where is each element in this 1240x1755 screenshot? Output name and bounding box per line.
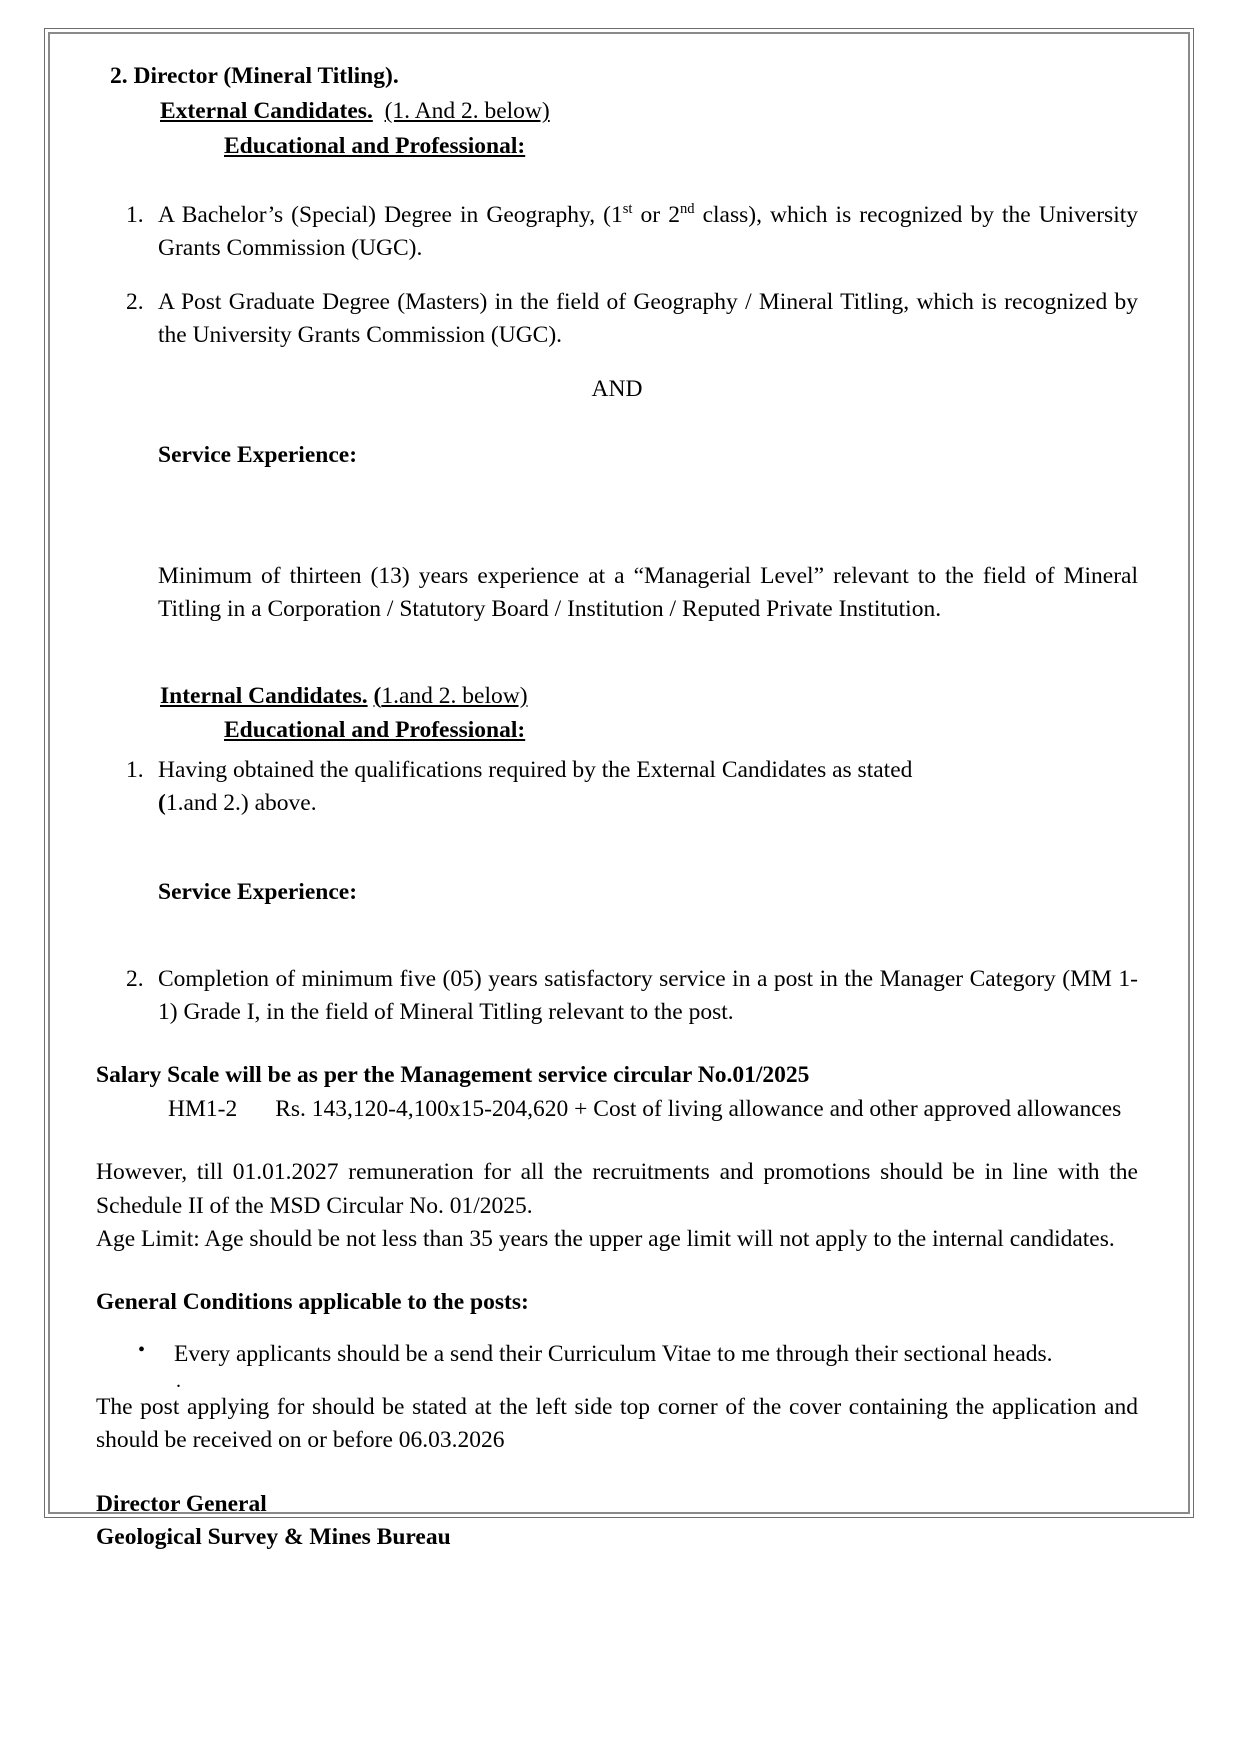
list-item-text-after: class), which is recognized by the University Grants Commission (UGC). <box>158 202 1139 262</box>
stray-period: . <box>176 1369 181 1392</box>
internal-note-open-paren: ( <box>373 682 382 709</box>
signature-block <box>96 1488 1138 1555</box>
internal-candidates-heading <box>160 680 1138 713</box>
list-item-text-before: A Bachelor’s (Special) Degree in Geography, (1 <box>158 202 623 229</box>
internal-education-heading: Educational and Professional: <box>224 717 526 744</box>
spacer <box>96 406 1138 416</box>
signature-organization: Geological Survey & Mines Bureau <box>96 1524 451 1551</box>
spacer <box>96 496 1138 536</box>
spacer <box>96 650 1138 680</box>
internal-item1-open-paren: ( <box>158 790 166 817</box>
spacer <box>96 1126 1138 1156</box>
salary-scale-value: Rs. 143,120-4,100x15-204,620 + Cost of living allowance and other approved allowances <box>275 1095 1122 1122</box>
ordinal-suffix-second: nd <box>679 201 695 218</box>
list-item <box>96 286 1138 353</box>
external-candidates-label: External Candidates. <box>160 98 373 125</box>
list-item-text: Every applicants should be a send their Curriculum Vitae to me through their sectional heads. <box>174 1340 1053 1367</box>
external-education-heading: Educational and Professional: <box>224 132 526 159</box>
external-service-experience-text: Minimum of thirteen (13) years experience at a “Managerial Level” relevant to the field of Mineral Titling in a Corporation / Statutory Board / Institution / Reputed Private Institution. <box>158 562 1138 623</box>
list-item <box>96 963 1138 1030</box>
internal-service-list <box>96 963 1138 1030</box>
bullet-icon: • <box>138 1338 146 1361</box>
salary-scale-heading: Salary Scale will be as per the Management service circular No.01/2025 <box>96 1062 810 1089</box>
internal-requirements-list <box>96 754 1138 821</box>
spacer <box>96 822 1138 852</box>
document-page <box>48 32 1190 1551</box>
general-conditions-list <box>96 1338 1138 1371</box>
spacer <box>96 1256 1138 1286</box>
external-candidates-heading <box>160 95 1138 128</box>
spacer <box>96 933 1138 963</box>
external-requirements-list <box>96 199 1138 352</box>
list-item-text: Having obtained the qualifications required by the External Candidates as stated <box>158 756 913 783</box>
spacer <box>96 1320 1138 1338</box>
external-education-heading-wrap <box>160 130 1138 169</box>
list-item-number: 2. <box>126 288 144 315</box>
spacer <box>96 1049 1138 1059</box>
internal-service-experience-heading: Service Experience: <box>158 878 358 905</box>
document-content <box>96 60 1138 1554</box>
list-item <box>96 1338 1138 1371</box>
signature-title: Director General <box>96 1490 267 1517</box>
internal-candidates-note: 1.and 2. below) <box>381 682 528 709</box>
list-item <box>96 754 1138 821</box>
list-item-text-mid: or 2 <box>632 202 680 229</box>
external-candidates-note: (1. And 2. below) <box>384 98 550 125</box>
general-conditions-heading: General Conditions applicable to the posts: <box>96 1289 529 1316</box>
salary-grade-code: HM1-2 <box>168 1095 238 1122</box>
and-connector: AND <box>591 375 643 402</box>
spacer <box>96 169 1138 199</box>
internal-education-heading-wrap <box>160 714 1138 753</box>
list-item <box>96 199 1138 266</box>
closing-instruction: The post applying for should be stated at the left side top corner of the cover containing the application and should be received on or before 06.03.2026 <box>96 1393 1138 1454</box>
post-heading: 2. Director (Mineral Titling). <box>110 63 399 89</box>
internal-item1-line2: 1.and 2.) above. <box>165 790 317 817</box>
age-limit-note: Age Limit: Age should be not less than 35 years the upper age limit will not apply to the internal candidates. <box>96 1225 1115 1252</box>
list-item-text: Completion of minimum five (05) years satisfactory service in a post in the Manager Category (MM 1-1) Grade I, in the field of Mineral Titling relevant to the post. <box>158 965 1138 1026</box>
ordinal-suffix-first: st <box>622 201 633 218</box>
remuneration-note: However, till 01.01.2027 remuneration for all the recruitments and promotions should be in line with the Schedule II of the MSD Circular No. 01/2025. <box>96 1159 1138 1219</box>
list-item-number: 1. <box>126 202 144 229</box>
spacer <box>96 1458 1138 1488</box>
list-item-text: A Post Graduate Degree (Masters) in the field of Geography / Mineral Titling, which is recognized by the University Grants Commission (UGC). <box>158 288 1138 349</box>
external-service-experience-heading: Service Experience: <box>158 442 358 469</box>
list-item-number: 2. <box>126 965 144 992</box>
internal-candidates-label: Internal Candidates. <box>160 682 368 709</box>
salary-scale-line <box>96 1093 1138 1126</box>
list-item-number: 1. <box>126 756 144 783</box>
